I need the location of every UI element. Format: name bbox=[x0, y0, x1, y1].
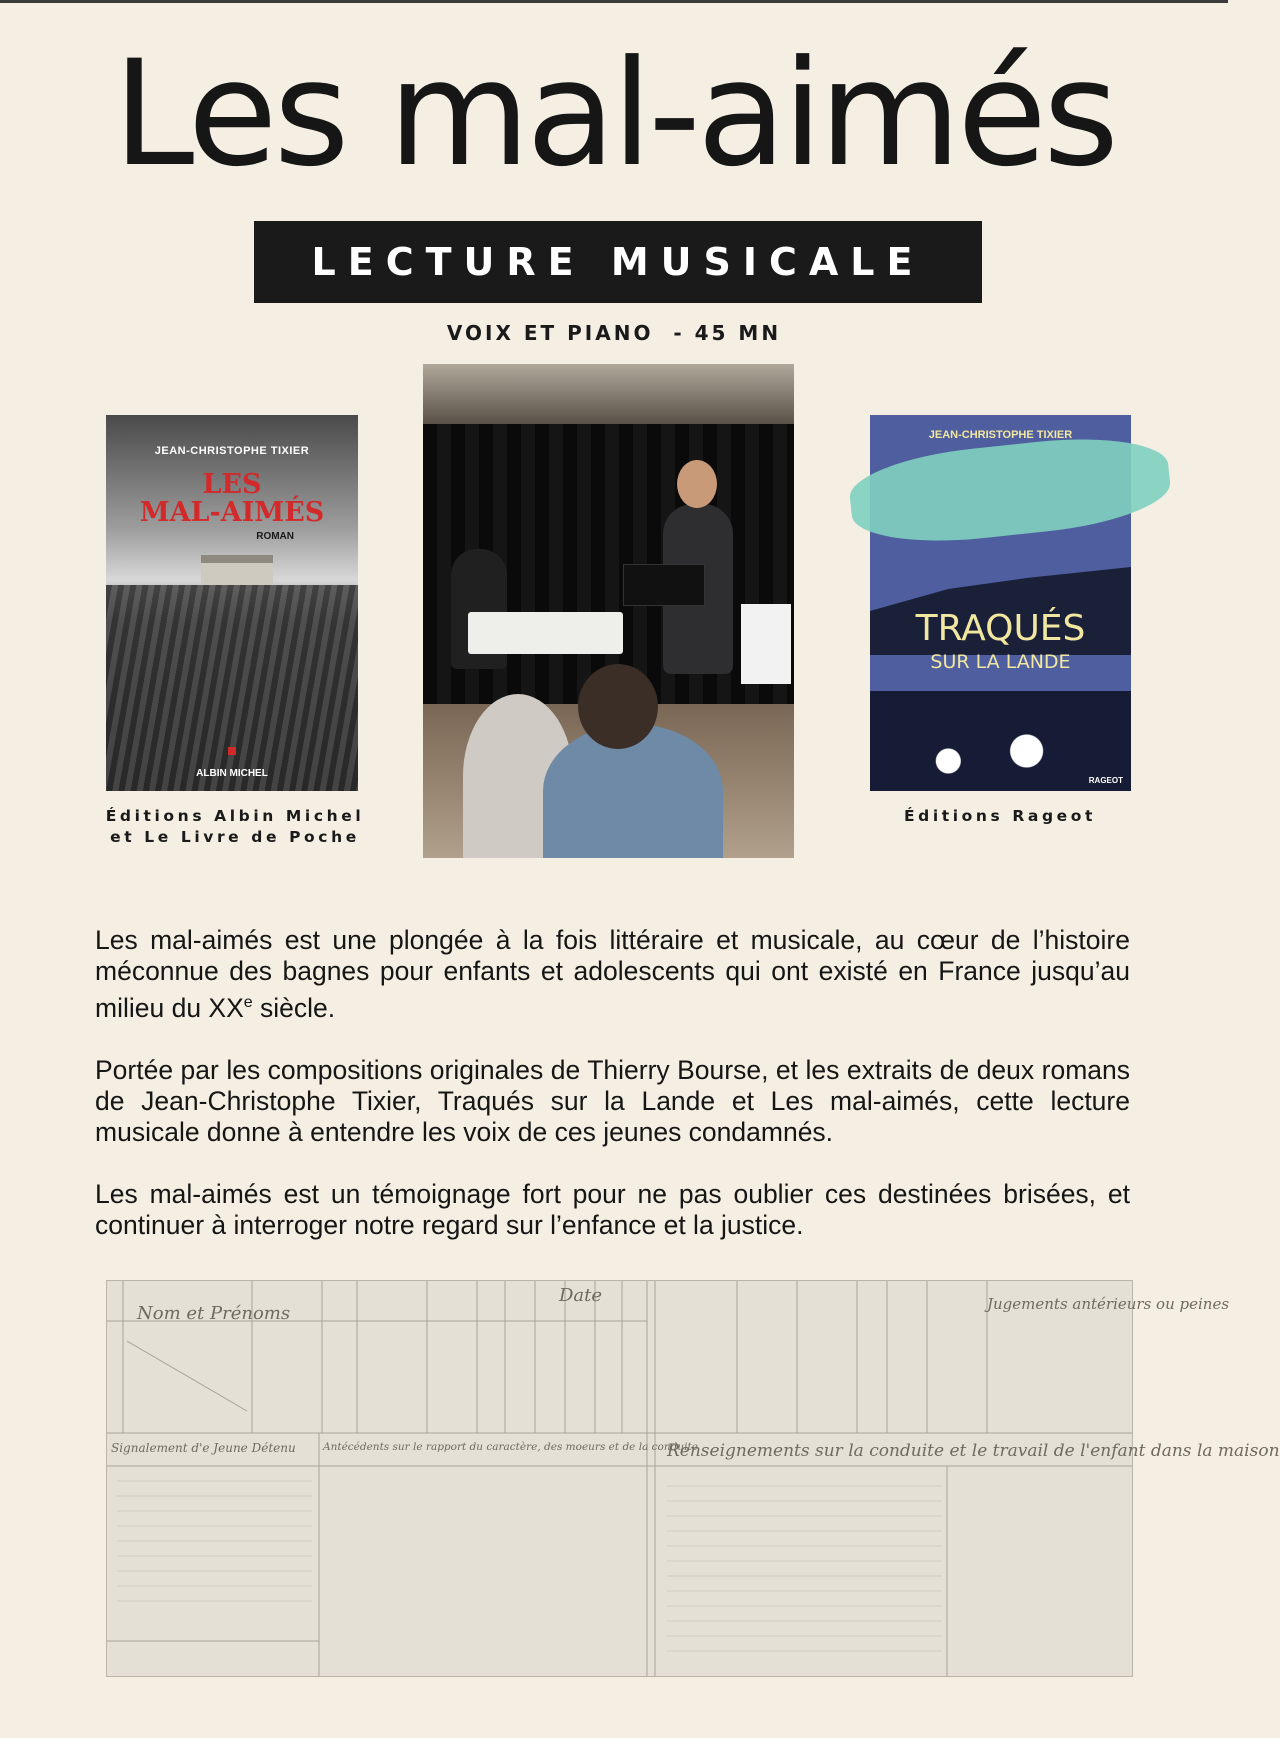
cover-author: JEAN-CHRISTOPHE TIXIER bbox=[928, 429, 1073, 441]
register-left-section: Signalement d'e Jeune Détenu bbox=[111, 1441, 296, 1455]
cover-field-illustration bbox=[106, 585, 358, 791]
paragraph-2: Portée par les compositions originales de Thierry Bourse, et les extraits de deux romans de Jean-Christophe Tixier, Traqués sur la Lande et Les mal-aimés, cette lecture musicale donne à entendre les voix de ces jeunes condamnés. bbox=[95, 1054, 1130, 1147]
register-col-name: Nom et Prénoms bbox=[137, 1303, 291, 1324]
cover-title-line1: LES bbox=[202, 469, 262, 500]
caption-right: Éditions Rageot bbox=[903, 807, 1097, 825]
piano-figure bbox=[468, 612, 623, 654]
book-cover-traques-sur-la-lande bbox=[870, 415, 1131, 791]
register-grid bbox=[107, 1281, 1132, 1676]
easel-sign bbox=[741, 604, 791, 684]
register-col-date: Date bbox=[559, 1285, 603, 1306]
paragraph-1: Les mal-aimés est une plongée à la fois littéraire et musicale, au cœur de l’histoire méconnue des bagnes pour enfants et adolescents qui ont existé en France jusqu’au milieu du XXe siècle. bbox=[95, 925, 1130, 1023]
cover-title: TRAQUÉS bbox=[915, 608, 1086, 649]
book-cover-les-mal-aimes bbox=[106, 415, 358, 791]
paragraph-3: Les mal-aimés est un témoignage fort pour ne pas oublier ces destinées brisées, et continuer à interroger notre regard sur l’enfance et la justice. bbox=[95, 1178, 1130, 1240]
caption-left-line2: et Le Livre de Poche bbox=[110, 828, 360, 846]
event-type-banner: LECTURE MUSICALE bbox=[254, 221, 982, 303]
cover-genre: ROMAN bbox=[256, 531, 294, 542]
cover-publisher: RAGEOT bbox=[1088, 776, 1123, 785]
archive-register-image bbox=[106, 1280, 1280, 1677]
performance-photo bbox=[423, 364, 794, 858]
music-stand bbox=[623, 564, 705, 606]
cover-publisher: ALBIN MICHEL bbox=[196, 768, 268, 779]
cover-subtitle: SUR LA LANDE bbox=[930, 651, 1071, 673]
cover-title bbox=[106, 471, 358, 527]
caption-left-line1: Éditions Albin Michel bbox=[105, 807, 365, 825]
event-details: VOIX ET PIANO - 45 MN bbox=[446, 321, 782, 345]
register-middle-section: Antécédents sur le rapport du caractère, des moeurs et de la conduite bbox=[323, 1441, 698, 1453]
register-right-section: Renseignements sur la conduite et le travail de l'enfant dans la maison bbox=[667, 1441, 1280, 1461]
caption-left bbox=[60, 806, 410, 848]
cover-title-line2: MAL-AIMÉS bbox=[139, 497, 325, 528]
page-title: Les mal-aimés bbox=[112, 29, 1116, 199]
register-top-right: Jugements antérieurs ou peines bbox=[987, 1295, 1230, 1313]
publisher-mark bbox=[228, 747, 236, 755]
description-text bbox=[95, 925, 1130, 1272]
cover-author: JEAN-CHRISTOPHE TIXIER bbox=[154, 445, 310, 457]
